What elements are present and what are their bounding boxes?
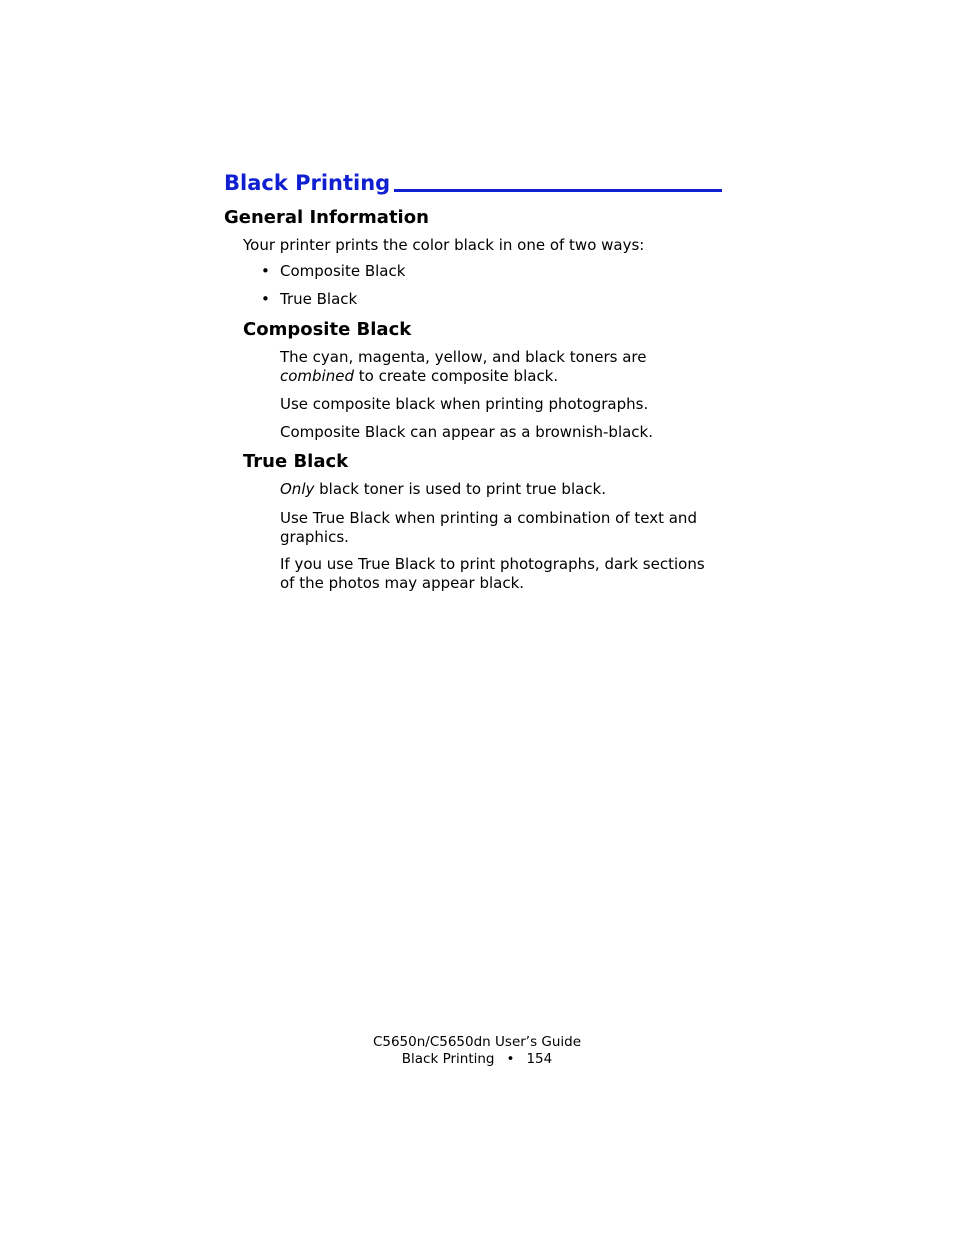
true-black-p2-line2: graphics. <box>280 528 349 546</box>
true-black-p2-line1: Use True Black when printing a combination of text and <box>280 509 697 527</box>
list-item-label: True Black <box>280 290 358 308</box>
composite-black-p1-emphasis: combined <box>280 367 354 385</box>
true-black-paragraph-2 <box>280 509 697 547</box>
chapter-title <box>224 168 727 198</box>
composite-black-paragraph-1 <box>280 348 647 386</box>
list-item <box>261 290 357 309</box>
true-black-paragraph-1 <box>280 480 606 499</box>
footer-section: Black Printing <box>401 1051 495 1067</box>
footer-separator: • <box>506 1051 515 1067</box>
composite-black-heading: Composite Black <box>243 319 412 340</box>
true-black-heading: True Black <box>243 451 349 472</box>
general-information-intro: Your printer prints the color black in one of two ways: <box>243 236 645 254</box>
true-black-p1-emphasis: Only <box>280 480 315 498</box>
bullet-icon: • <box>261 290 270 308</box>
list-item-label: Composite Black <box>280 262 406 280</box>
composite-black-paragraph-2: Use composite black when printing photographs. <box>280 395 649 413</box>
footer-guide-title: C5650n/C5650dn User’s Guide <box>372 1034 582 1050</box>
footer-page-number: 154 <box>526 1051 553 1067</box>
composite-black-p1-line1: The cyan, magenta, yellow, and black toners are <box>280 348 647 366</box>
bullet-icon: • <box>261 262 270 280</box>
true-black-p1-rest: black toner is used to print true black. <box>314 480 607 498</box>
composite-black-p1-rest: to create composite black. <box>353 367 559 385</box>
chapter-title-text: Black Printing <box>224 171 391 195</box>
true-black-paragraph-3 <box>280 555 705 593</box>
true-black-p3-line2: of the photos may appear black. <box>280 574 525 592</box>
true-black-p3-line1: If you use True Black to print photographs, dark sections <box>280 555 705 573</box>
general-information-heading: General Information <box>224 207 429 228</box>
composite-black-paragraph-3: Composite Black can appear as a brownish-black. <box>280 423 654 441</box>
list-item <box>261 262 405 281</box>
chapter-title-rule <box>394 189 722 192</box>
footer-page-info <box>300 1050 654 1068</box>
